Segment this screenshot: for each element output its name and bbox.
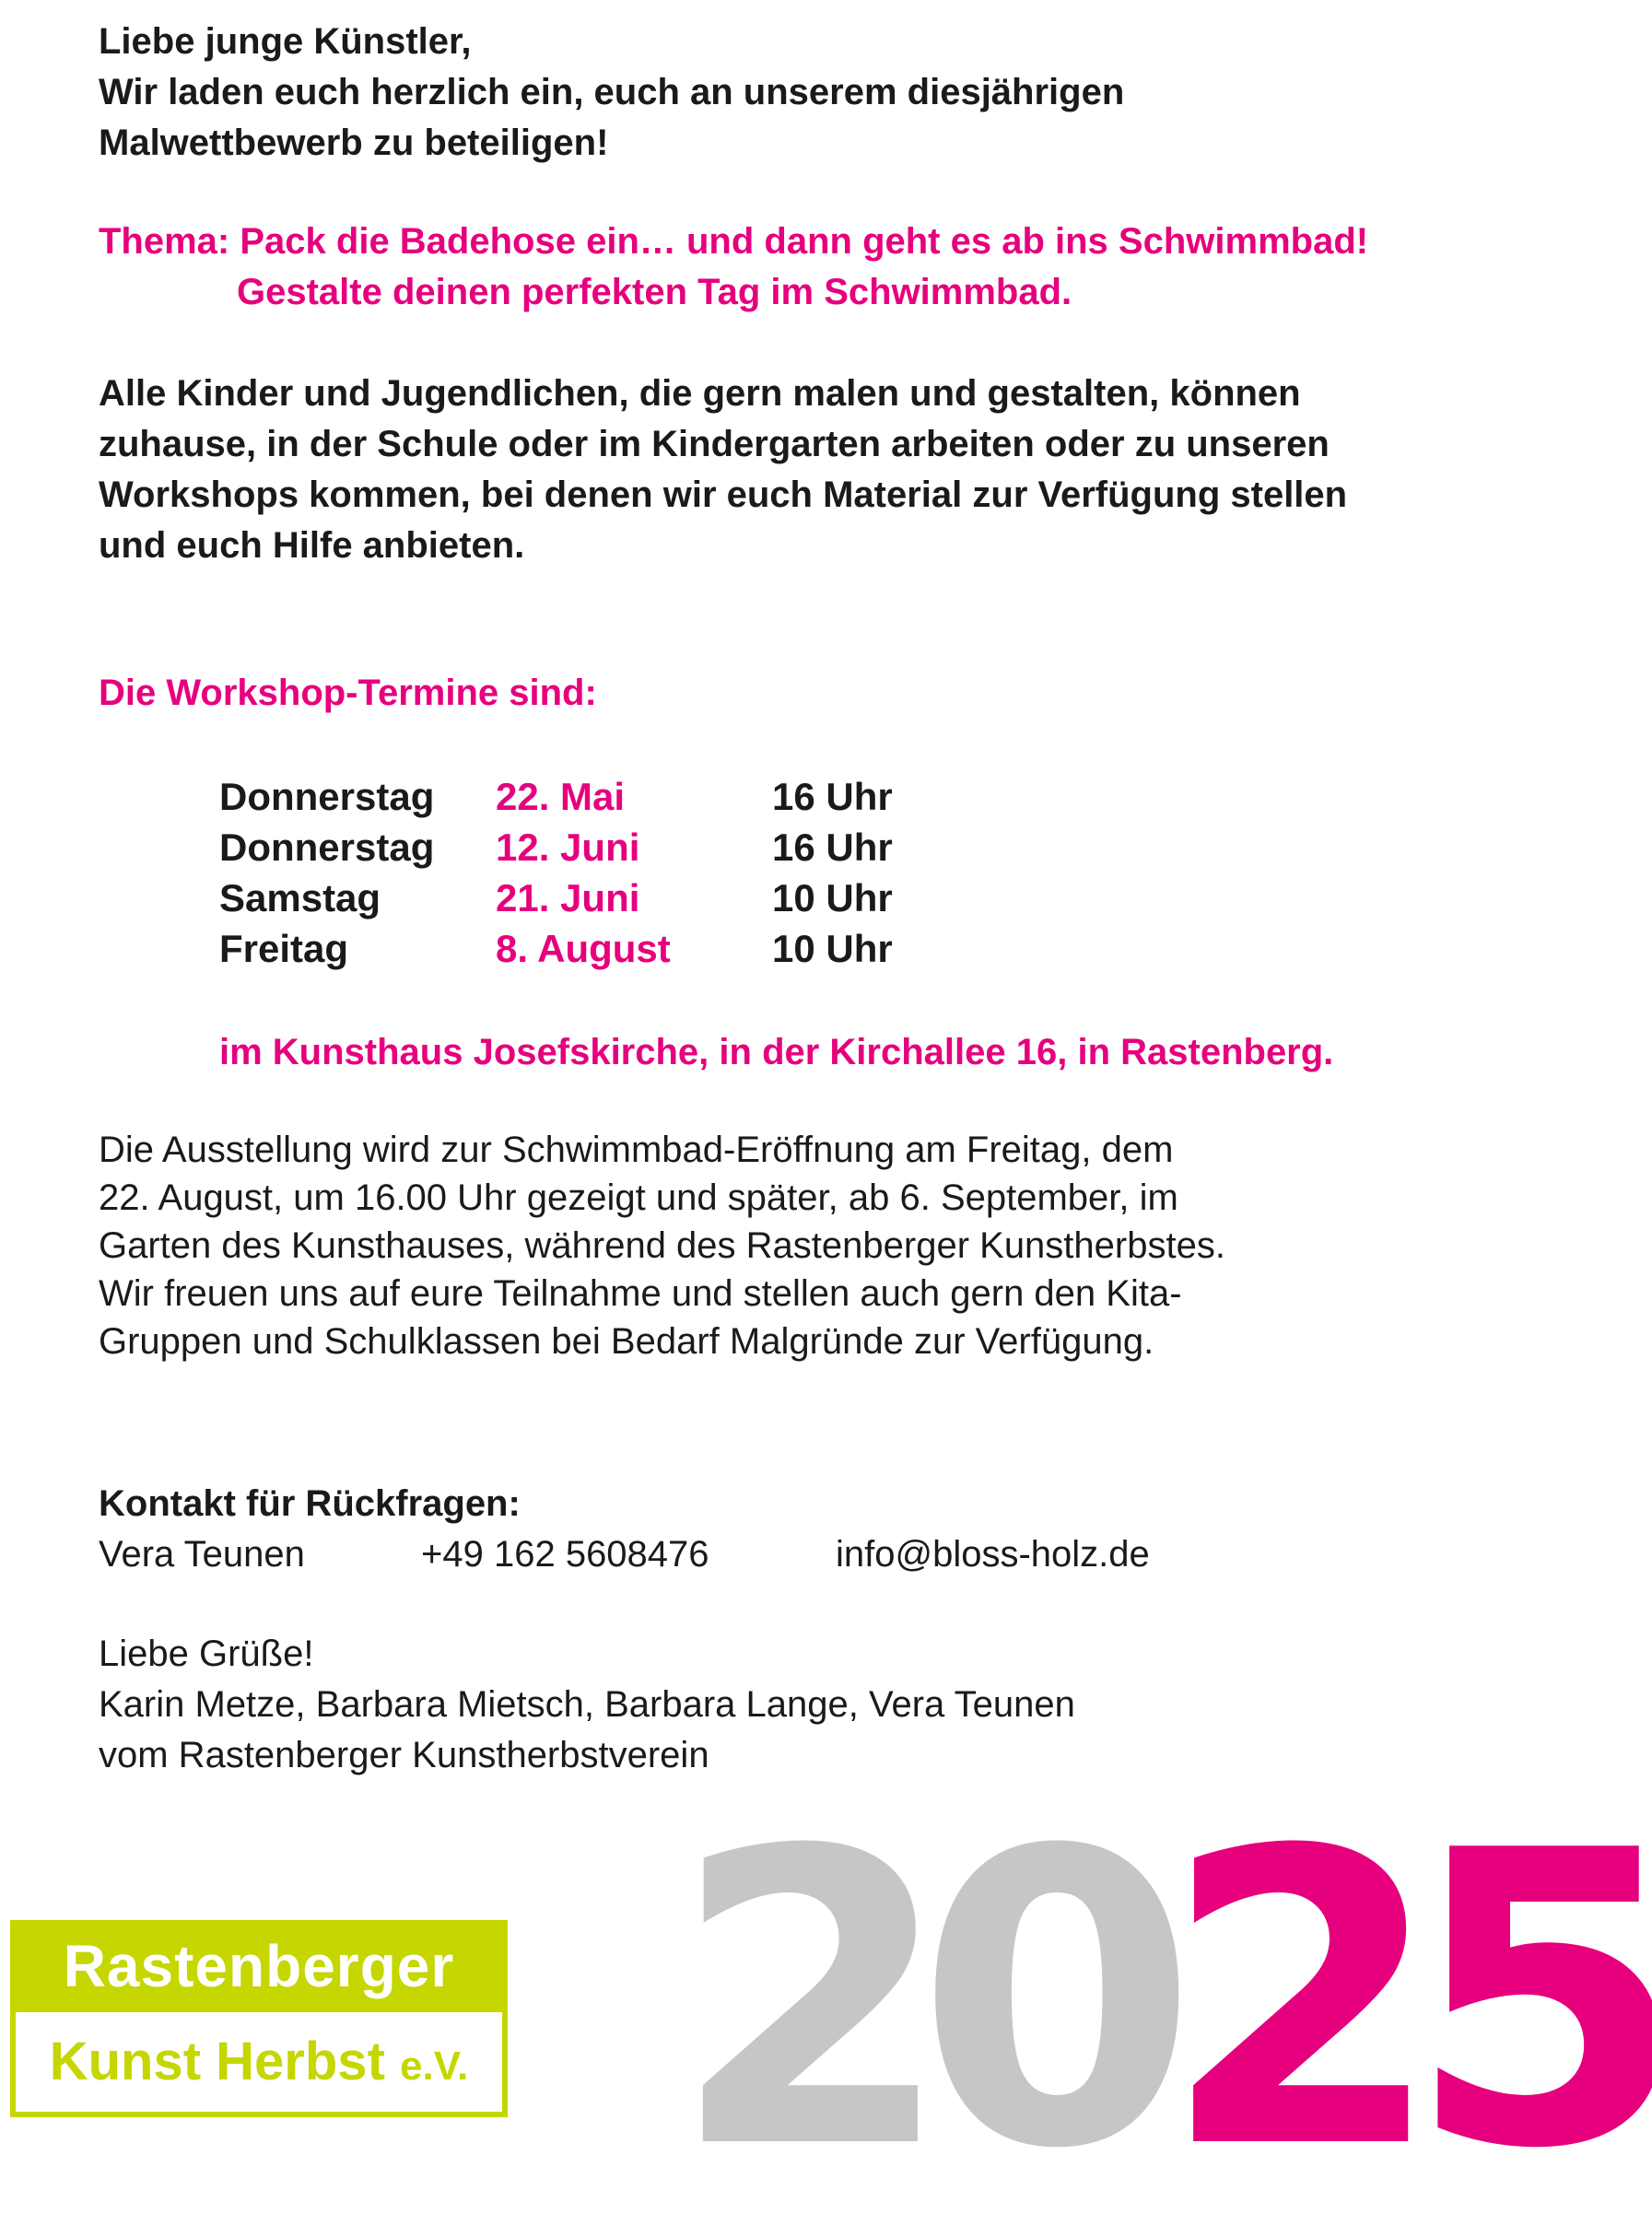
contact-phone[interactable]: +49 162 5608476: [421, 1534, 709, 1575]
schedule-row: [219, 822, 893, 873]
schedule-time: 10 Uhr: [772, 927, 893, 970]
schedule-day: Donnerstag: [219, 775, 435, 818]
intro-line: Alle Kinder und Jugendlichen, die gern malen und gestalten, können: [99, 373, 1301, 414]
theme-line: Thema: Pack die Badehose ein… und dann geht es ab ins Schwimmbad!: [99, 221, 1369, 262]
schedule-time: 16 Uhr: [772, 826, 893, 869]
greeting: [99, 17, 1124, 169]
schedule-row: [219, 771, 893, 822]
logo-top-band: Rastenberger: [10, 1920, 508, 2012]
exhibition-line: Die Ausstellung wird zur Schwimmbad-Eröffnung am Freitag, dem: [99, 1130, 1174, 1170]
schedule-row: [219, 923, 893, 974]
schedule-date: 21. Juni: [496, 876, 640, 919]
exhibition-paragraph: [99, 1126, 1225, 1365]
theme: [99, 217, 1368, 318]
intro-paragraph: [99, 369, 1347, 571]
logo-ev: e.V.: [400, 2044, 469, 2089]
schedule-day: Samstag: [219, 876, 381, 919]
closing-line: Karin Metze, Barbara Mietsch, Barbara Lange, Vera Teunen: [99, 1684, 1075, 1725]
contact-email[interactable]: info@bloss-holz.de: [836, 1534, 1150, 1575]
schedule-time: 16 Uhr: [772, 775, 893, 818]
contact-heading: Kontakt für Rückfragen:: [99, 1483, 521, 1524]
year-pink-digits: 25: [1161, 1765, 1652, 2237]
intro-line: und euch Hilfe anbieten.: [99, 525, 525, 566]
schedule-day: Freitag: [219, 927, 349, 970]
schedule-date: 12. Juni: [496, 826, 640, 869]
intro-line: Workshops kommen, bei denen wir euch Material zur Verfügung stellen: [99, 474, 1348, 515]
contact-row: [99, 1529, 1150, 1580]
schedule-date: 8. August: [496, 927, 671, 970]
intro-line: zuhause, in der Schule oder im Kindergarten arbeiten oder zu unseren: [99, 424, 1330, 464]
workshop-location: im Kunsthaus Josefskirche, in der Kirchallee 16, in Rastenberg.: [219, 1032, 1334, 1072]
workshop-schedule: [219, 771, 893, 974]
logo-bottom-band: [10, 2012, 508, 2117]
exhibition-line: Garten des Kunsthauses, während des Rastenberger Kunstherbstes.: [99, 1225, 1225, 1266]
contact-name: Vera Teunen: [99, 1534, 305, 1575]
workshop-heading: [99, 668, 597, 719]
greeting-line: Wir laden euch herzlich ein, euch an unserem diesjährigen: [99, 72, 1125, 112]
exhibition-line: 22. August, um 16.00 Uhr gezeigt und später, ab 6. September, im: [99, 1177, 1178, 1218]
year-display: [671, 1765, 1652, 2237]
greeting-line: Liebe junge Künstler,: [99, 21, 472, 62]
contact-section: [99, 1479, 1150, 1580]
schedule-day: Donnerstag: [219, 826, 435, 869]
exhibition-line: Wir freuen uns auf eure Teilnahme und stellen auch gern den Kita-: [99, 1273, 1182, 1314]
closing-line: vom Rastenberger Kunstherbstverein: [99, 1735, 709, 1775]
closing-line: Liebe Grüße!: [99, 1634, 314, 1674]
theme-subline: Gestalte deinen perfekten Tag im Schwimmbad.: [237, 272, 1072, 312]
year-grey-digits: 20: [671, 1765, 1162, 2237]
schedule-time: 10 Uhr: [772, 876, 893, 919]
workshop-heading-text: Die Workshop-Termine sind:: [99, 673, 597, 713]
logo-kunst-herbst: Kunst Herbst: [49, 2032, 385, 2091]
rastenberger-kunstherbst-logo: [10, 1920, 508, 2117]
greeting-line: Malwettbewerb zu beteiligen!: [99, 123, 609, 163]
schedule-row: [219, 873, 893, 923]
schedule-date: 22. Mai: [496, 775, 626, 818]
closing-section: [99, 1629, 1075, 1781]
exhibition-line: Gruppen und Schulklassen bei Bedarf Malgründe zur Verfügung.: [99, 1321, 1154, 1362]
